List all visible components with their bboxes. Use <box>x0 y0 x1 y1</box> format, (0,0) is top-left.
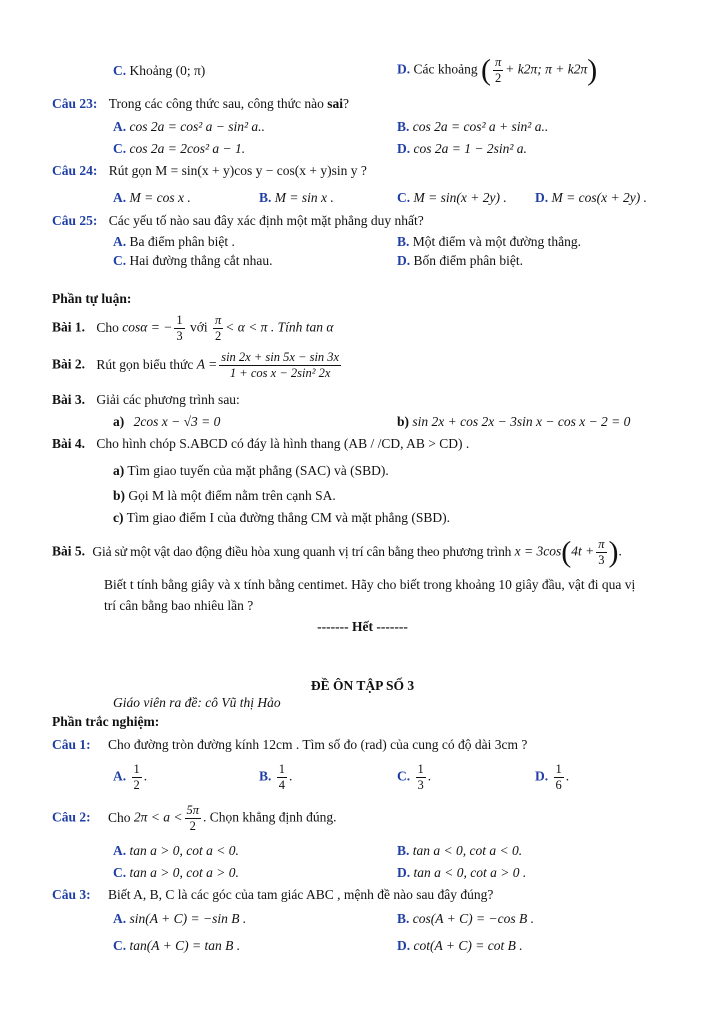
fraction: $\frac{\sin 2x + \sin 5x - \sin 3x}{\text{1 + cos x − 2sin² 2x}}$ <box>221 350 340 380</box>
math-expr: cosα = − <box>122 319 173 335</box>
option-text: cos 2a = cos² a − sin² a.. <box>129 119 265 134</box>
option-label: A. <box>113 234 127 249</box>
option-label: C. <box>113 141 127 156</box>
question-text: Rút gọn M = sin(x + y)cos y − cos(x + y)sin y ? <box>108 163 367 178</box>
math-expr: A = <box>196 356 218 372</box>
q1-option-b[interactable]: B. $\frac{1}{4}$ . <box>259 762 293 792</box>
fraction: $\frac{\pi}{2}$ <box>214 313 222 343</box>
option-text: Khoảng (0; π) <box>129 63 206 78</box>
exercise-label: Bài 2. <box>52 356 86 372</box>
option-label: A. <box>113 190 127 205</box>
exercise-label: Bài 5. <box>52 543 86 559</box>
q2-option-c[interactable]: C. tan a > 0, cot a > 0. <box>113 865 239 880</box>
question-text-end: ? <box>343 96 349 111</box>
q25-option-b[interactable] <box>397 234 581 250</box>
fraction: $\frac{\pi}{3}$ <box>598 537 605 567</box>
question-label: Câu 23: <box>52 96 98 111</box>
option-text: Hai đường thẳng cắt nhau. <box>129 253 273 268</box>
question-1 <box>52 737 527 753</box>
question-23 <box>52 96 349 112</box>
option-text: M = cos x . <box>129 190 191 205</box>
option-label: D. <box>397 141 411 156</box>
exercise-text: với <box>189 319 208 335</box>
q25-option-c[interactable] <box>113 253 273 269</box>
prev-option-c <box>113 63 205 79</box>
q25-option-d[interactable] <box>397 253 523 269</box>
fraction: $\frac{\pi}{2}$ <box>494 55 502 85</box>
q23-option-d[interactable] <box>397 141 527 157</box>
exercise-4a: a) Tìm giao tuyến của mặt phẳng (SAC) và (SBD). <box>113 463 389 478</box>
option-label: A. <box>113 119 127 134</box>
option-text: cos 2a = 1 − 2sin² a. <box>413 141 527 156</box>
exercise-4c: c) Tìm giao điểm I của đường thẳng CM và mặt phẳng (SBD). <box>113 510 451 525</box>
question-emphasis: sai <box>327 96 343 111</box>
q3-option-d[interactable]: D. cot(A + C) = cot B . <box>397 938 523 953</box>
exercise-5-line2: Biết t tính bằng giây và x tính bằng centimet. Hãy cho biết trong khoảng 10 giây đầu, vật đi qua vị <box>104 577 636 592</box>
q25-option-a[interactable] <box>113 234 235 250</box>
math-expr: + k2π; π + k2π <box>505 61 588 77</box>
question-label: Câu 3: <box>52 887 91 902</box>
option-label: B. <box>397 119 410 134</box>
question-25 <box>52 213 424 229</box>
q1-option-a[interactable]: A. $\frac{1}{2}$ . <box>113 762 148 792</box>
q3-option-b[interactable]: B. cos(A + C) = −cos B . <box>397 911 534 926</box>
exercise-label: Bài 4. <box>52 436 86 451</box>
option-text: M = sin(x + 2y) . <box>413 190 507 205</box>
exercise-label: Bài 3. <box>52 392 86 407</box>
option-label: D. <box>535 190 549 205</box>
question-2 <box>52 803 337 834</box>
q23-option-b[interactable] <box>397 119 548 135</box>
q3-option-c[interactable]: C. tan(A + C) = tan B . <box>113 938 241 953</box>
option-text: cos 2a = cos² a + sin² a.. <box>412 119 549 134</box>
exercise-1 <box>52 313 333 344</box>
question-label: Câu 1: <box>52 737 91 752</box>
question-text: Cho <box>108 809 131 825</box>
exercise-3b: b) sin 2x + cos 2x − 3sin x − cos x − 2 = 0 <box>397 414 631 429</box>
q24-option-a[interactable] <box>113 190 191 206</box>
question-label: Câu 2: <box>52 809 91 825</box>
exercise-text: Cho <box>96 319 119 335</box>
q23-option-a[interactable] <box>113 119 265 135</box>
question-24 <box>52 163 367 179</box>
option-label: B. <box>397 234 410 249</box>
math-expr: tan α <box>305 319 334 335</box>
question-text: Các yếu tố nào sau đây xác định một mặt phẳng duy nhất? <box>108 213 424 228</box>
option-text: Các khoảng <box>413 61 478 77</box>
q24-option-d[interactable] <box>535 190 647 206</box>
q1-option-d[interactable]: D. $\frac{1}{6}$ . <box>535 762 570 792</box>
q23-option-c[interactable] <box>113 141 245 157</box>
option-label: C. <box>397 190 411 205</box>
exam-title: ĐỀ ÔN TẬP SỐ 3 <box>310 678 415 693</box>
option-text: Bốn điểm phân biệt. <box>413 253 523 268</box>
option-label: B. <box>259 190 272 205</box>
question-text: . Chọn khẳng định đúng. <box>203 809 337 825</box>
option-text: Một điểm và một đường thẳng. <box>412 234 581 249</box>
q2-option-b[interactable]: B. tan a < 0, cot a < 0. <box>397 843 523 858</box>
exercise-label: Bài 1. <box>52 319 86 335</box>
question-label: Câu 25: <box>52 213 98 228</box>
prev-option-d: D. Các khoảng ( $\frac{\pi}{2}$ + k2π; π + k2π) <box>397 53 598 87</box>
option-label: C. <box>113 253 127 268</box>
section-heading-essay: Phần tự luận: <box>52 291 132 306</box>
question-text: Cho đường tròn đường kính 12cm . Tìm số đo (rad) của cung có độ dài 3cm ? <box>108 737 528 752</box>
exercise-text: Giải các phương trình sau: <box>96 392 240 407</box>
q1-option-c[interactable]: C. $\frac{1}{3}$ . <box>397 762 432 792</box>
q2-option-a[interactable]: A. tan a > 0, cot a < 0. <box>113 843 239 858</box>
option-text: M = cos(x + 2y) . <box>551 190 647 205</box>
option-label: D. <box>397 253 411 268</box>
exercise-text: Cho hình chóp S.ABCD có đáy là hình thang (AB / /CD, AB > CD) . <box>96 436 470 451</box>
q3-option-a[interactable]: A. sin(A + C) = −sin B . <box>113 911 247 926</box>
q2-option-d[interactable]: D. tan a < 0, cot a > 0 . <box>397 865 527 880</box>
question-label: Câu 24: <box>52 163 98 178</box>
exercise-4b: b) Gọi M là một điểm nằm trên cạnh SA. <box>113 488 336 503</box>
math-expr: < α < π . Tính <box>225 319 303 335</box>
option-text: cos 2a = 2cos² a − 1. <box>129 141 246 156</box>
exercise-3 <box>52 392 240 408</box>
q24-option-c[interactable] <box>397 190 507 206</box>
exercise-5: Bài 5. Giả sử một vật dao động điều hòa xung quanh vị trí cân bằng theo phương trình x = 3cos(4t + $\frac{\pi}{3}$ ). <box>52 535 622 569</box>
section-heading-mc: Phần trắc nghiệm: <box>52 714 160 729</box>
teacher-line: Giáo viên ra đề: cô Vũ thị Hảo <box>113 695 281 710</box>
exercise-text: Giả sử một vật dao động điều hòa xung quanh vị trí cân bằng theo phương trình <box>92 543 512 559</box>
option-label: C. <box>113 63 127 78</box>
math-expr: 4t + <box>571 543 595 559</box>
exercise-4 <box>52 436 469 452</box>
exercise-3a: a) 2cos x − √3 = 0 <box>113 414 221 429</box>
option-text: M = sin x . <box>274 190 334 205</box>
fraction: $\frac{1}{3}$ <box>176 313 183 343</box>
q24-option-b[interactable] <box>259 190 334 206</box>
math-expr: 2π < a < <box>133 809 183 825</box>
exercise-text: Rút gọn biểu thức <box>96 356 194 372</box>
fraction: $\frac{5\pi}{2}$ <box>186 803 200 833</box>
end-marker: ------- Hết ------- <box>317 619 408 634</box>
question-3 <box>52 887 493 903</box>
exercise-2 <box>52 350 343 381</box>
option-label: D. <box>397 61 411 77</box>
exercise-5-line3: trí cân bằng bao nhiêu lần ? <box>104 598 254 613</box>
question-text: Trong các công thức sau, công thức nào <box>108 96 328 111</box>
question-text: Biết A, B, C là các góc của tam giác ABC , mệnh đề nào sau đây đúng? <box>108 887 494 902</box>
option-text: Ba điểm phân biệt . <box>129 234 235 249</box>
math-expr: x = 3cos <box>514 543 562 559</box>
